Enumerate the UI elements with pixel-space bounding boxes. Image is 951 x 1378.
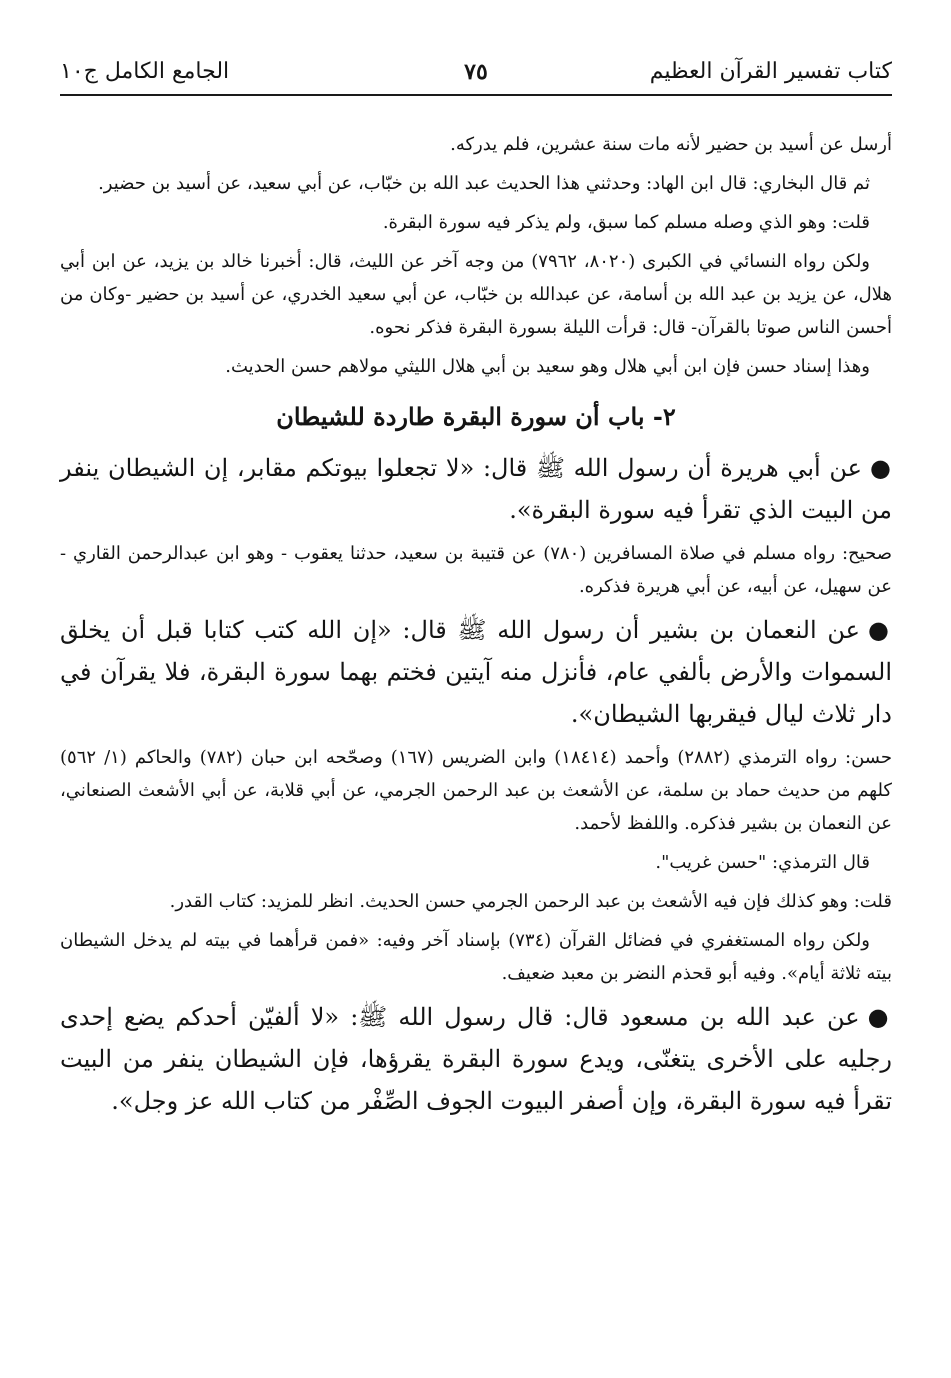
commentary-paragraph: قال الترمذي: "حسن غريب". (655, 852, 870, 873)
page-number: ٧٥ (464, 59, 488, 85)
running-head (60, 52, 892, 92)
bullet-icon: ● (867, 1002, 892, 1031)
hadith-paragraph (60, 447, 892, 531)
hadith-paragraph (60, 609, 892, 735)
volume-label: الجامع الكامل ج١٠ (60, 59, 230, 84)
commentary-paragraph: قلت: وهو الذي وصله مسلم كما سبق، ولم يذكر فيه سورة البقرة. (382, 212, 870, 233)
hadith-paragraph (60, 996, 892, 1122)
hadith-text: عن أبي هريرة أن رسول الله ﷺ قال: «لا تجعلوا بيوتكم مقابر، إن الشيطان ينفر من البيت الذي تقرأ فيه سورة البقرة». (60, 454, 892, 524)
bullet-icon: ● (867, 615, 892, 644)
commentary-paragraph: وهذا إسناد حسن فإن ابن أبي هلال وهو سعيد بن أبي هلال الليثي مولاهم حسن الحديث. (225, 356, 870, 377)
commentary-paragraph: ولكن رواه النسائي في الكبرى (٨٠٢٠، ٧٩٦٢) من وجه آخر عن الليث، قال: أخبرنا خالد بن يزيد، عن ابن أبي هلال، عن يزيد بن عبد الله بن أسامة، عن عبدالله بن خبّاب، عن أبي سعيد الخدري، عن أسيد بن حضير -وكان من أحسن الناس صوتا بالقرآن- قال: قرأت الليلة بسورة البقرة فذكر نحوه. (60, 251, 892, 338)
page-body (60, 128, 892, 1122)
hadith-text: عن النعمان بن بشير أن رسول الله ﷺ قال: «إن الله كتب كتابا قبل أن يخلق السموات والأرض بألفي عام، فأنزل منه آيتين فختم بهما سورة البقرة، فلا يقرآن في دار ثلاث ليال فيقربها الشيطان». (60, 616, 892, 728)
book-page (60, 52, 892, 1128)
book-title: كتاب تفسير القرآن العظيم (649, 59, 892, 84)
header-rule (60, 94, 892, 96)
commentary-paragraph: حسن: رواه الترمذي (٢٨٨٢) وأحمد (١٨٤١٤) وابن الضريس (١٦٧) وصحّحه ابن حبان (٧٨٢) والحاكم (١/ ٥٦٢) كلهم من حديث حماد بن سلمة، عن الأشعث بن عبد الرحمن الجرمي، عن أبي قلابة، عن أبي الأشعث الصنعاني، عن النعمان بن بشير فذكره. واللفظ لأحمد. (60, 747, 893, 834)
commentary-paragraph: صحيح: رواه مسلم في صلاة المسافرين (٧٨٠) عن قتيبة بن سعيد، حدثنا يعقوب - وهو ابن عبدالرحمن القاري - عن سهيل، عن أبيه، عن أبي هريرة فذكره. (60, 543, 892, 597)
commentary-paragraph: قلت: وهو كذلك فإن فيه الأشعث بن عبد الرحمن الجرمي حسن الحديث. انظر للمزيد: كتاب القدر. (169, 891, 892, 912)
bullet-icon: ● (869, 453, 892, 482)
hadith-text: عن عبد الله بن مسعود قال: قال رسول الله ﷺ: «لا ألفيّن أحدكم يضع إحدى رجليه على الأخرى يتغنّى، ويدع سورة البقرة يقرؤها، فإن الشيطان ينفر من البيت تقرأ فيه سورة البقرة، وإن أصفر البيوت الجوف الصِّفْر من كتاب الله عز وجل». (60, 1003, 892, 1115)
chapter-heading: ٢- باب أن سورة البقرة طاردة للشيطان (276, 402, 676, 431)
commentary-paragraph: ثم قال البخاري: قال ابن الهاد: وحدثني هذا الحديث عبد الله بن خبّاب، عن أبي سعيد، عن أسيد بن حضير. (98, 173, 870, 194)
commentary-paragraph: ولكن رواه المستغفري في فضائل القرآن (٧٣٤) بإسناد آخر وفيه: «فمن قرأهما في بيته لم يدخل الشيطان بيته ثلاثة أيام». وفيه أبو قحذم النضر بن معبد ضعيف. (60, 930, 892, 984)
commentary-paragraph: أرسل عن أسيد بن حضير لأنه مات سنة عشرين، فلم يدركه. (450, 134, 892, 155)
